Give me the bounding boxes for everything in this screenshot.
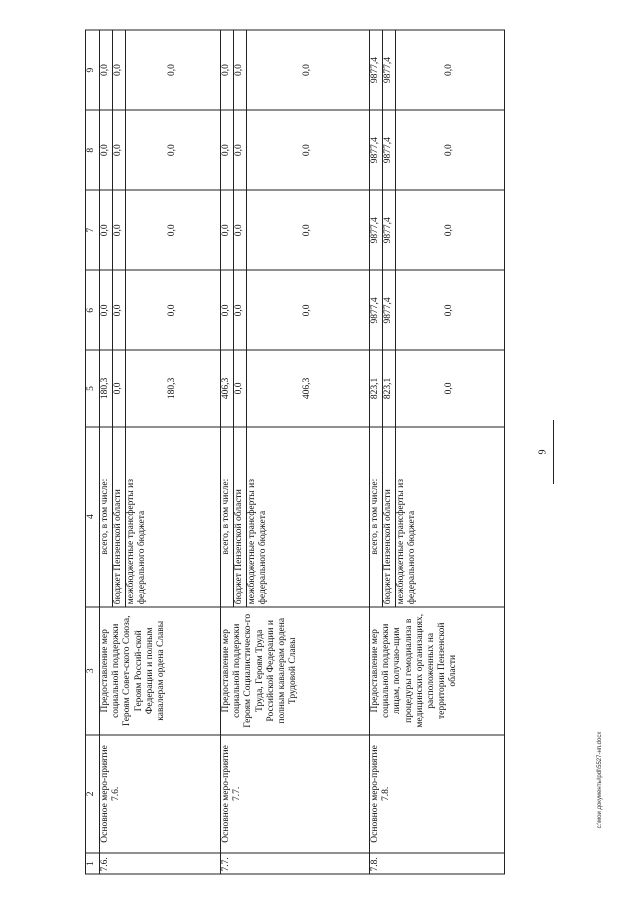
table-row	[100, 30, 113, 874]
value-cell: 9877,4	[370, 190, 383, 270]
value-cell: 9877,4	[370, 30, 383, 110]
value-cell: 0,0	[221, 30, 234, 110]
column-header: 8	[86, 110, 100, 190]
header-row	[86, 30, 100, 874]
value-cell: 0,0	[113, 270, 126, 350]
table-row	[221, 30, 234, 874]
value-cell: 0,0	[100, 30, 113, 110]
column-header: 9	[86, 30, 100, 110]
column-header: 1	[86, 853, 100, 874]
value-cell: 0,0	[234, 30, 247, 110]
funding-source: всего, в том числе:	[370, 427, 383, 607]
value-cell: 0,0	[126, 110, 221, 190]
value-cell: 9877,4	[383, 30, 396, 110]
value-cell: 9877,4	[370, 110, 383, 190]
value-cell: 9877,4	[383, 190, 396, 270]
value-cell: 0,0	[113, 350, 126, 426]
value-cell: 0,0	[113, 110, 126, 190]
activity-name: Основное меро-приятие 7.8.	[370, 735, 505, 853]
value-cell: 0,0	[221, 110, 234, 190]
value-cell: 0,0	[126, 270, 221, 350]
value-cell: 0,0	[100, 270, 113, 350]
value-cell: 180,3	[126, 350, 221, 426]
value-cell: 0,0	[113, 30, 126, 110]
activity-description: Предоставление мер социальной поддержки Героям Социалистическо-го Труда, Героям Труда Российской Федерации и полным кавалерам ордена Трудовой Славы	[221, 607, 370, 735]
value-cell: 0,0	[126, 190, 221, 270]
value-cell: 823,1	[383, 350, 396, 426]
value-cell: 0,0	[396, 110, 505, 190]
value-cell: 0,0	[126, 30, 221, 110]
footer-divider	[553, 420, 554, 484]
column-header: 6	[86, 270, 100, 350]
activity-description: Предоставление мер социальной поддержки лицам, получаю-щим процедуры гемодиализа в медицинских организациях, расположенных на территории Пензенской области	[370, 607, 505, 735]
activity-name: Основное меро-приятие 7.7.	[221, 735, 370, 853]
funding-source: межбюджетные трансферты из федерального бюджета	[396, 427, 505, 607]
value-cell: 0,0	[113, 190, 126, 270]
program-table-rotated	[85, 30, 525, 875]
funding-source: всего, в том числе:	[100, 427, 113, 607]
value-cell: 0,0	[247, 30, 370, 110]
column-header: 2	[86, 735, 100, 853]
activity-description: Предоставление мер социальной поддержки Героям Совет-ского Союза, Героям Россий-ской Федерации и полным кавалерам ордена Славы	[100, 607, 221, 735]
value-cell: 9877,4	[383, 270, 396, 350]
value-cell: 0,0	[234, 350, 247, 426]
value-cell: 0,0	[234, 270, 247, 350]
table-row	[370, 30, 383, 874]
value-cell: 0,0	[247, 110, 370, 190]
funding-source: межбюджетные трансферты из федерального бюджета	[247, 427, 370, 607]
value-cell: 0,0	[234, 190, 247, 270]
value-cell: 9877,4	[383, 110, 396, 190]
column-header: 5	[86, 350, 100, 426]
value-cell: 406,3	[221, 350, 234, 426]
funding-source: межбюджетные трансферты из федерального бюджета	[126, 427, 221, 607]
value-cell: 0,0	[221, 190, 234, 270]
funding-source: бюджет Пензенской области	[234, 427, 247, 607]
funding-source: бюджет Пензенской области	[113, 427, 126, 607]
value-cell: 0,0	[100, 190, 113, 270]
value-cell: 0,0	[396, 270, 505, 350]
value-cell: 823,1	[370, 350, 383, 426]
activity-name: Основное меро-приятие 7.6.	[100, 735, 221, 853]
program-table	[85, 30, 505, 875]
column-header: 7	[86, 190, 100, 270]
row-number: 7.8.	[370, 853, 505, 874]
value-cell: 0,0	[396, 350, 505, 426]
value-cell: 0,0	[396, 30, 505, 110]
value-cell: 0,0	[100, 110, 113, 190]
funding-source: всего, в том числе:	[221, 427, 234, 607]
column-header: 3	[86, 607, 100, 735]
value-cell: 0,0	[234, 110, 247, 190]
column-header: 4	[86, 427, 100, 607]
funding-source: бюджет Пензенской области	[383, 427, 396, 607]
row-number: 7.6.	[100, 853, 221, 874]
footer-file-path: c:\мои документы\pdl\5527-нп.docx	[597, 731, 603, 829]
value-cell: 180,3	[100, 350, 113, 426]
page-number: 9	[537, 449, 549, 455]
value-cell: 0,0	[221, 270, 234, 350]
value-cell: 0,0	[247, 190, 370, 270]
value-cell: 9877,4	[370, 270, 383, 350]
value-cell: 0,0	[396, 190, 505, 270]
row-number: 7.7.	[221, 853, 370, 874]
value-cell: 406,3	[247, 350, 370, 426]
value-cell: 0,0	[247, 270, 370, 350]
